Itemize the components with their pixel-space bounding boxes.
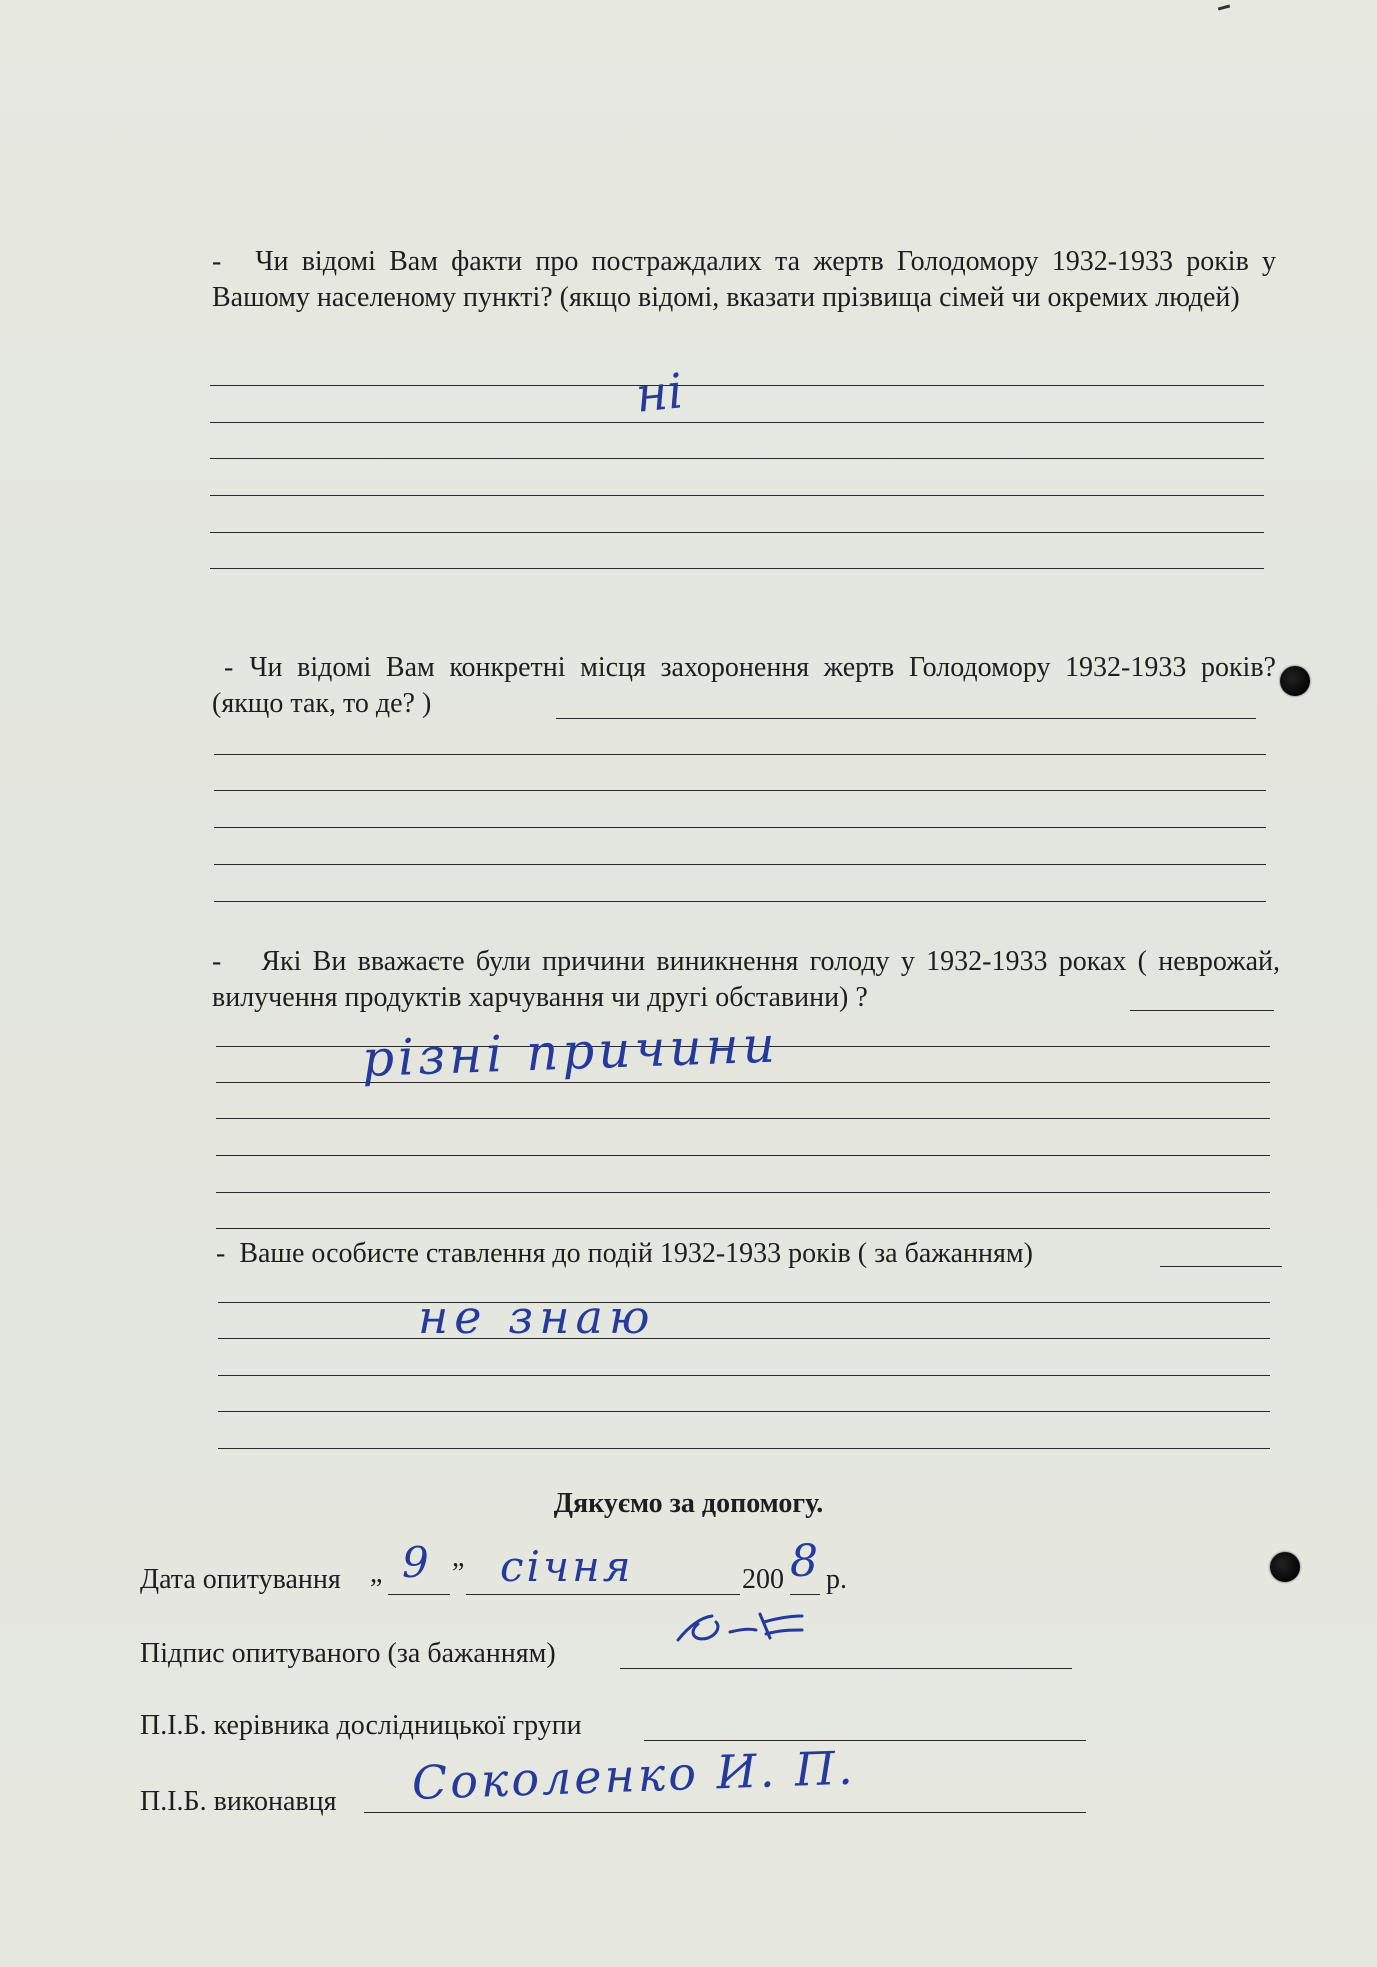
q1-line-2 — [210, 422, 1264, 423]
q2-line-1 — [214, 754, 1266, 755]
respondent-signature — [668, 1604, 808, 1650]
date-open-quote: „ — [370, 1558, 383, 1589]
executor-line — [364, 1812, 1086, 1813]
q3-line-0 — [1130, 1010, 1274, 1011]
q4-line-4 — [218, 1411, 1270, 1412]
date-year-line — [790, 1594, 820, 1595]
q1-line-1 — [210, 385, 1264, 386]
q1-line-3 — [210, 458, 1264, 459]
date-year-value: 8 — [790, 1536, 818, 1587]
q4-line-1 — [218, 1302, 1270, 1303]
q4-line-5 — [218, 1448, 1270, 1449]
signature-line — [620, 1668, 1072, 1669]
question-3 — [212, 944, 1280, 1016]
punch-hole-bottom — [1270, 1552, 1300, 1582]
q2-line-4 — [214, 864, 1266, 865]
q4-line-3 — [218, 1375, 1270, 1376]
question-1-text: Чи відомі Вам факти про постраждалих та жертв Голодомору 1932-1933 років у Вашому населеному пункті? (якщо відомі, вказати прізвища сімей чи окремих людей) — [212, 246, 1276, 313]
question-4-text: Ваше особисте ставлення до подій 1932-1933 років ( за бажанням) — [239, 1238, 1033, 1269]
q3-line-4 — [216, 1155, 1270, 1156]
executor-value: Соколенко И. П. — [411, 1740, 857, 1810]
executor-label: П.І.Б. виконавця — [140, 1786, 337, 1817]
question-4-dash: - — [216, 1238, 226, 1269]
date-year-prefix: 200 — [742, 1564, 784, 1595]
question-3-text: Які Ви вважаєте були причини виникнення голоду у 1932-1933 роках ( неврожай, вилучення продуктів харчування чи другі обставини) ? — [212, 946, 1280, 1013]
q2-line-5 — [214, 901, 1266, 902]
question-2-text: Чи відомі Вам конкретні місця захоронення жертв Голодомору 1932-1933 років? (якщо так, то де? ) — [212, 652, 1276, 719]
thanks-text: Дякуємо за допомогу. — [553, 1488, 824, 1519]
q3-line-5 — [216, 1192, 1270, 1193]
question-3-dash: - — [212, 946, 222, 977]
question-2 — [212, 650, 1276, 722]
q4-line-0 — [1160, 1266, 1282, 1267]
q1-line-5 — [210, 532, 1264, 533]
q1-line-4 — [210, 495, 1264, 496]
leader-label: П.І.Б. керівника дослідницької групи — [140, 1710, 582, 1741]
date-close-quote: ” — [452, 1558, 465, 1589]
question-2-dash: - — [224, 652, 234, 683]
q3-line-3 — [216, 1118, 1270, 1119]
question-4 — [216, 1236, 1286, 1272]
q1-line-6 — [210, 568, 1264, 569]
q2-line-0 — [556, 718, 1256, 719]
q2-line-2 — [214, 790, 1266, 791]
leader-line — [644, 1740, 1086, 1741]
punch-hole-top — [1280, 666, 1310, 696]
q4-line-2 — [218, 1338, 1270, 1339]
date-month-line — [466, 1594, 740, 1595]
date-day-line — [388, 1594, 450, 1595]
q2-line-3 — [214, 827, 1266, 828]
signature-label: Підпис опитуваного (за бажанням) — [140, 1638, 556, 1669]
date-month-value: січня — [500, 1542, 634, 1591]
date-label: Дата опитування — [140, 1564, 341, 1595]
q1-answer: ні — [633, 363, 686, 424]
question-1 — [212, 244, 1276, 316]
corner-mark — [1218, 4, 1230, 10]
q4-answer: не знаю — [418, 1290, 656, 1344]
q3-line-6 — [216, 1228, 1270, 1229]
q3-answer: різні причини — [360, 1015, 780, 1088]
question-1-dash: - — [212, 246, 222, 277]
date-day-value: 9 — [402, 1538, 429, 1587]
date-year-unit: р. — [826, 1564, 847, 1595]
